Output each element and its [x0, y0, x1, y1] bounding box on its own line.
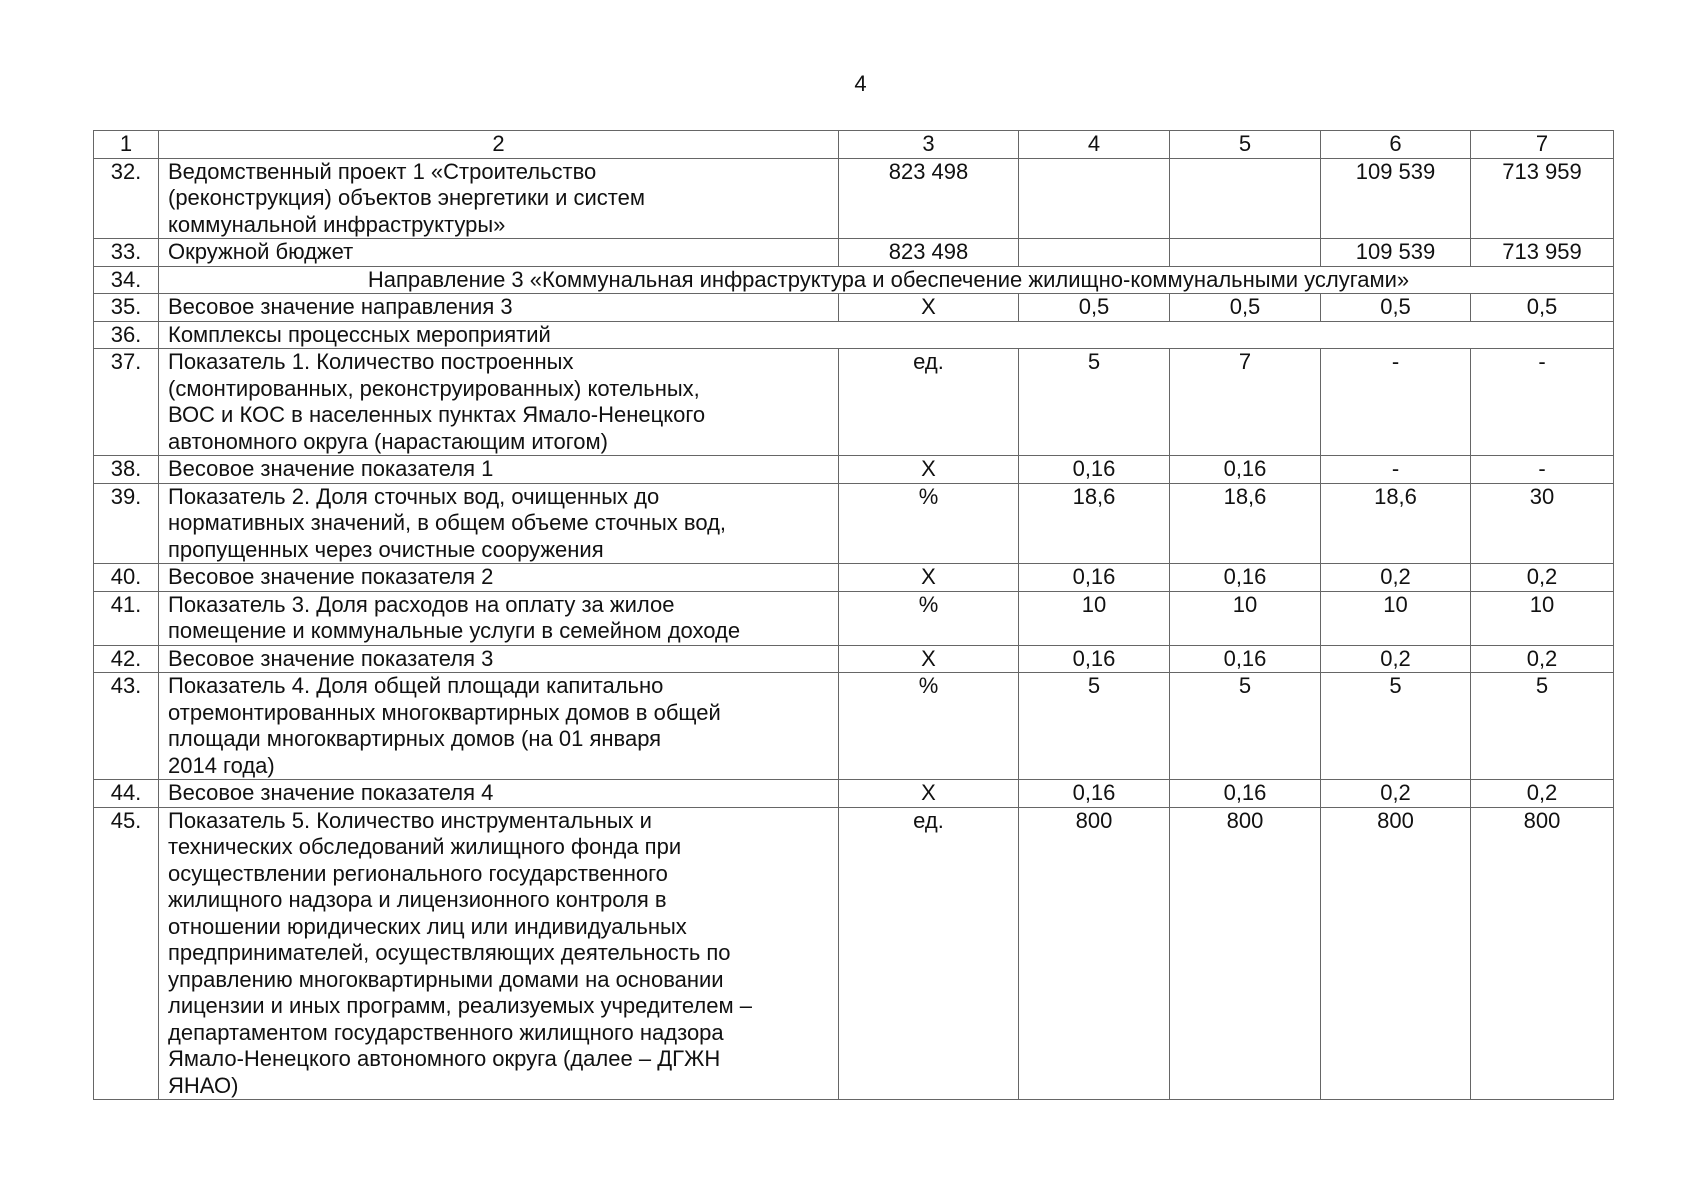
cell-value: 0,5	[1321, 294, 1471, 322]
row-label: Весовое значение показателя 3	[159, 645, 839, 673]
cell-value: Х	[839, 564, 1019, 592]
cell-value: 0,2	[1321, 780, 1471, 808]
cell-value: 0,16	[1019, 645, 1170, 673]
cell-value: 0,16	[1170, 780, 1321, 808]
cell-value: 0,5	[1471, 294, 1614, 322]
column-number-row	[94, 131, 1614, 159]
row-label: Весовое значение направления 3	[159, 294, 839, 322]
column-header: 1	[94, 131, 159, 159]
cell-value: Х	[839, 645, 1019, 673]
cell-value	[1170, 239, 1321, 267]
page-number: 4	[854, 71, 867, 96]
cell-value: 800	[1170, 807, 1321, 1100]
cell-value: Х	[839, 294, 1019, 322]
cell-value: 0,16	[1019, 564, 1170, 592]
cell-value: %	[839, 483, 1019, 564]
cell-value: 0,16	[1170, 564, 1321, 592]
cell-value: 18,6	[1321, 483, 1471, 564]
row-number: 43.	[94, 673, 159, 780]
column-header: 7	[1471, 131, 1614, 159]
cell-value: 800	[1019, 807, 1170, 1100]
row-label: Показатель 4. Доля общей площади капитально отремонтированных многоквартирных домов в общей площади многоквартирных домов (на 01 января 2014 года)	[159, 673, 839, 780]
row-label: Весовое значение показателя 4	[159, 780, 839, 808]
cell-value: 0,16	[1170, 456, 1321, 484]
row-label: Показатель 5. Количество инструментальных и технических обследований жилищного фонда при осуществлении регионального государственного жилищного надзора и лицензионного контроля в отношении юридических лиц или индивидуальных предпринимателей, осуществляющих деятельность по управлению многоквартирными домами на основании лицензии и иных программ, реализуемых учредителем – департаментом государственного жилищного надзора Ямало-Ненецкого автономного округа (далее – ДГЖН ЯНАО)	[159, 807, 839, 1100]
row-number: 39.	[94, 483, 159, 564]
row-label: Весовое значение показателя 2	[159, 564, 839, 592]
row-label: Весовое значение показателя 1	[159, 456, 839, 484]
row-number: 33.	[94, 239, 159, 267]
cell-value: -	[1471, 456, 1614, 484]
indicators-table	[93, 130, 1614, 1100]
cell-value: -	[1471, 349, 1614, 456]
cell-value: 0,16	[1170, 645, 1321, 673]
row-number: 32.	[94, 158, 159, 239]
cell-value: 109 539	[1321, 158, 1471, 239]
cell-value: 109 539	[1321, 239, 1471, 267]
row-number: 35.	[94, 294, 159, 322]
cell-value: 823 498	[839, 158, 1019, 239]
cell-value: 823 498	[839, 239, 1019, 267]
cell-value: ед.	[839, 349, 1019, 456]
table-row	[94, 645, 1614, 673]
row-number: 45.	[94, 807, 159, 1100]
row-number: 41.	[94, 591, 159, 645]
cell-value: 713 959	[1471, 239, 1614, 267]
cell-value: 0,5	[1170, 294, 1321, 322]
cell-value: 10	[1170, 591, 1321, 645]
section-heading: Направление 3 «Коммунальная инфраструктура и обеспечение жилищно-коммунальными услугами»	[159, 266, 1614, 294]
row-label: Показатель 3. Доля расходов на оплату за жилое помещение и коммунальные услуги в семейном доходе	[159, 591, 839, 645]
cell-value: 18,6	[1170, 483, 1321, 564]
cell-value: ед.	[839, 807, 1019, 1100]
cell-value: 800	[1471, 807, 1614, 1100]
column-header: 2	[159, 131, 839, 159]
cell-value: %	[839, 591, 1019, 645]
row-number: 42.	[94, 645, 159, 673]
row-number: 37.	[94, 349, 159, 456]
table-row	[94, 158, 1614, 239]
cell-value: 30	[1471, 483, 1614, 564]
row-label: Показатель 1. Количество построенных (смонтированных, реконструированных) котельных, ВОС и КОС в населенных пунктах Ямало-Ненецкого автономного округа (нарастающим итогом)	[159, 349, 839, 456]
table-row	[94, 807, 1614, 1100]
table-row	[94, 780, 1614, 808]
table-row	[94, 294, 1614, 322]
cell-value: Х	[839, 456, 1019, 484]
table-row	[94, 239, 1614, 267]
cell-value: 5	[1170, 673, 1321, 780]
row-label: Ведомственный проект 1 «Строительство (реконструкция) объектов энергетики и систем коммунальной инфраструктуры»	[159, 158, 839, 239]
cell-value: 0,2	[1471, 564, 1614, 592]
cell-value: 0,16	[1019, 456, 1170, 484]
cell-value: 800	[1321, 807, 1471, 1100]
column-header: 6	[1321, 131, 1471, 159]
cell-value: 0,5	[1019, 294, 1170, 322]
cell-value: 0,16	[1019, 780, 1170, 808]
cell-value: 5	[1471, 673, 1614, 780]
column-header: 3	[839, 131, 1019, 159]
row-number: 38.	[94, 456, 159, 484]
table-row	[94, 564, 1614, 592]
cell-value: -	[1321, 349, 1471, 456]
column-header: 4	[1019, 131, 1170, 159]
table-row	[94, 591, 1614, 645]
cell-value: 713 959	[1471, 158, 1614, 239]
table-row	[94, 483, 1614, 564]
cell-value: 10	[1019, 591, 1170, 645]
cell-value: 10	[1471, 591, 1614, 645]
cell-value: 7	[1170, 349, 1321, 456]
cell-value	[1019, 239, 1170, 267]
cell-value: Х	[839, 780, 1019, 808]
table-row	[94, 266, 1614, 294]
cell-value: %	[839, 673, 1019, 780]
cell-value	[1019, 158, 1170, 239]
table-row	[94, 349, 1614, 456]
row-label: Показатель 2. Доля сточных вод, очищенных до нормативных значений, в общем объеме сточных вод, пропущенных через очистные сооружения	[159, 483, 839, 564]
cell-value: 5	[1019, 349, 1170, 456]
cell-value: 18,6	[1019, 483, 1170, 564]
column-header: 5	[1170, 131, 1321, 159]
cell-value: 0,2	[1471, 645, 1614, 673]
cell-value: 0,2	[1321, 564, 1471, 592]
row-number: 40.	[94, 564, 159, 592]
table-row	[94, 673, 1614, 780]
row-number: 36.	[94, 321, 159, 349]
row-label: Окружной бюджет	[159, 239, 839, 267]
cell-value: 0,2	[1321, 645, 1471, 673]
cell-value: 0,2	[1471, 780, 1614, 808]
table-body	[94, 131, 1614, 1100]
cell-value: 5	[1321, 673, 1471, 780]
section-heading: Комплексы процессных мероприятий	[159, 321, 1614, 349]
cell-value: 5	[1019, 673, 1170, 780]
row-number: 34.	[94, 266, 159, 294]
cell-value: 10	[1321, 591, 1471, 645]
cell-value: -	[1321, 456, 1471, 484]
cell-value	[1170, 158, 1321, 239]
table-row	[94, 321, 1614, 349]
row-number: 44.	[94, 780, 159, 808]
table-row	[94, 456, 1614, 484]
